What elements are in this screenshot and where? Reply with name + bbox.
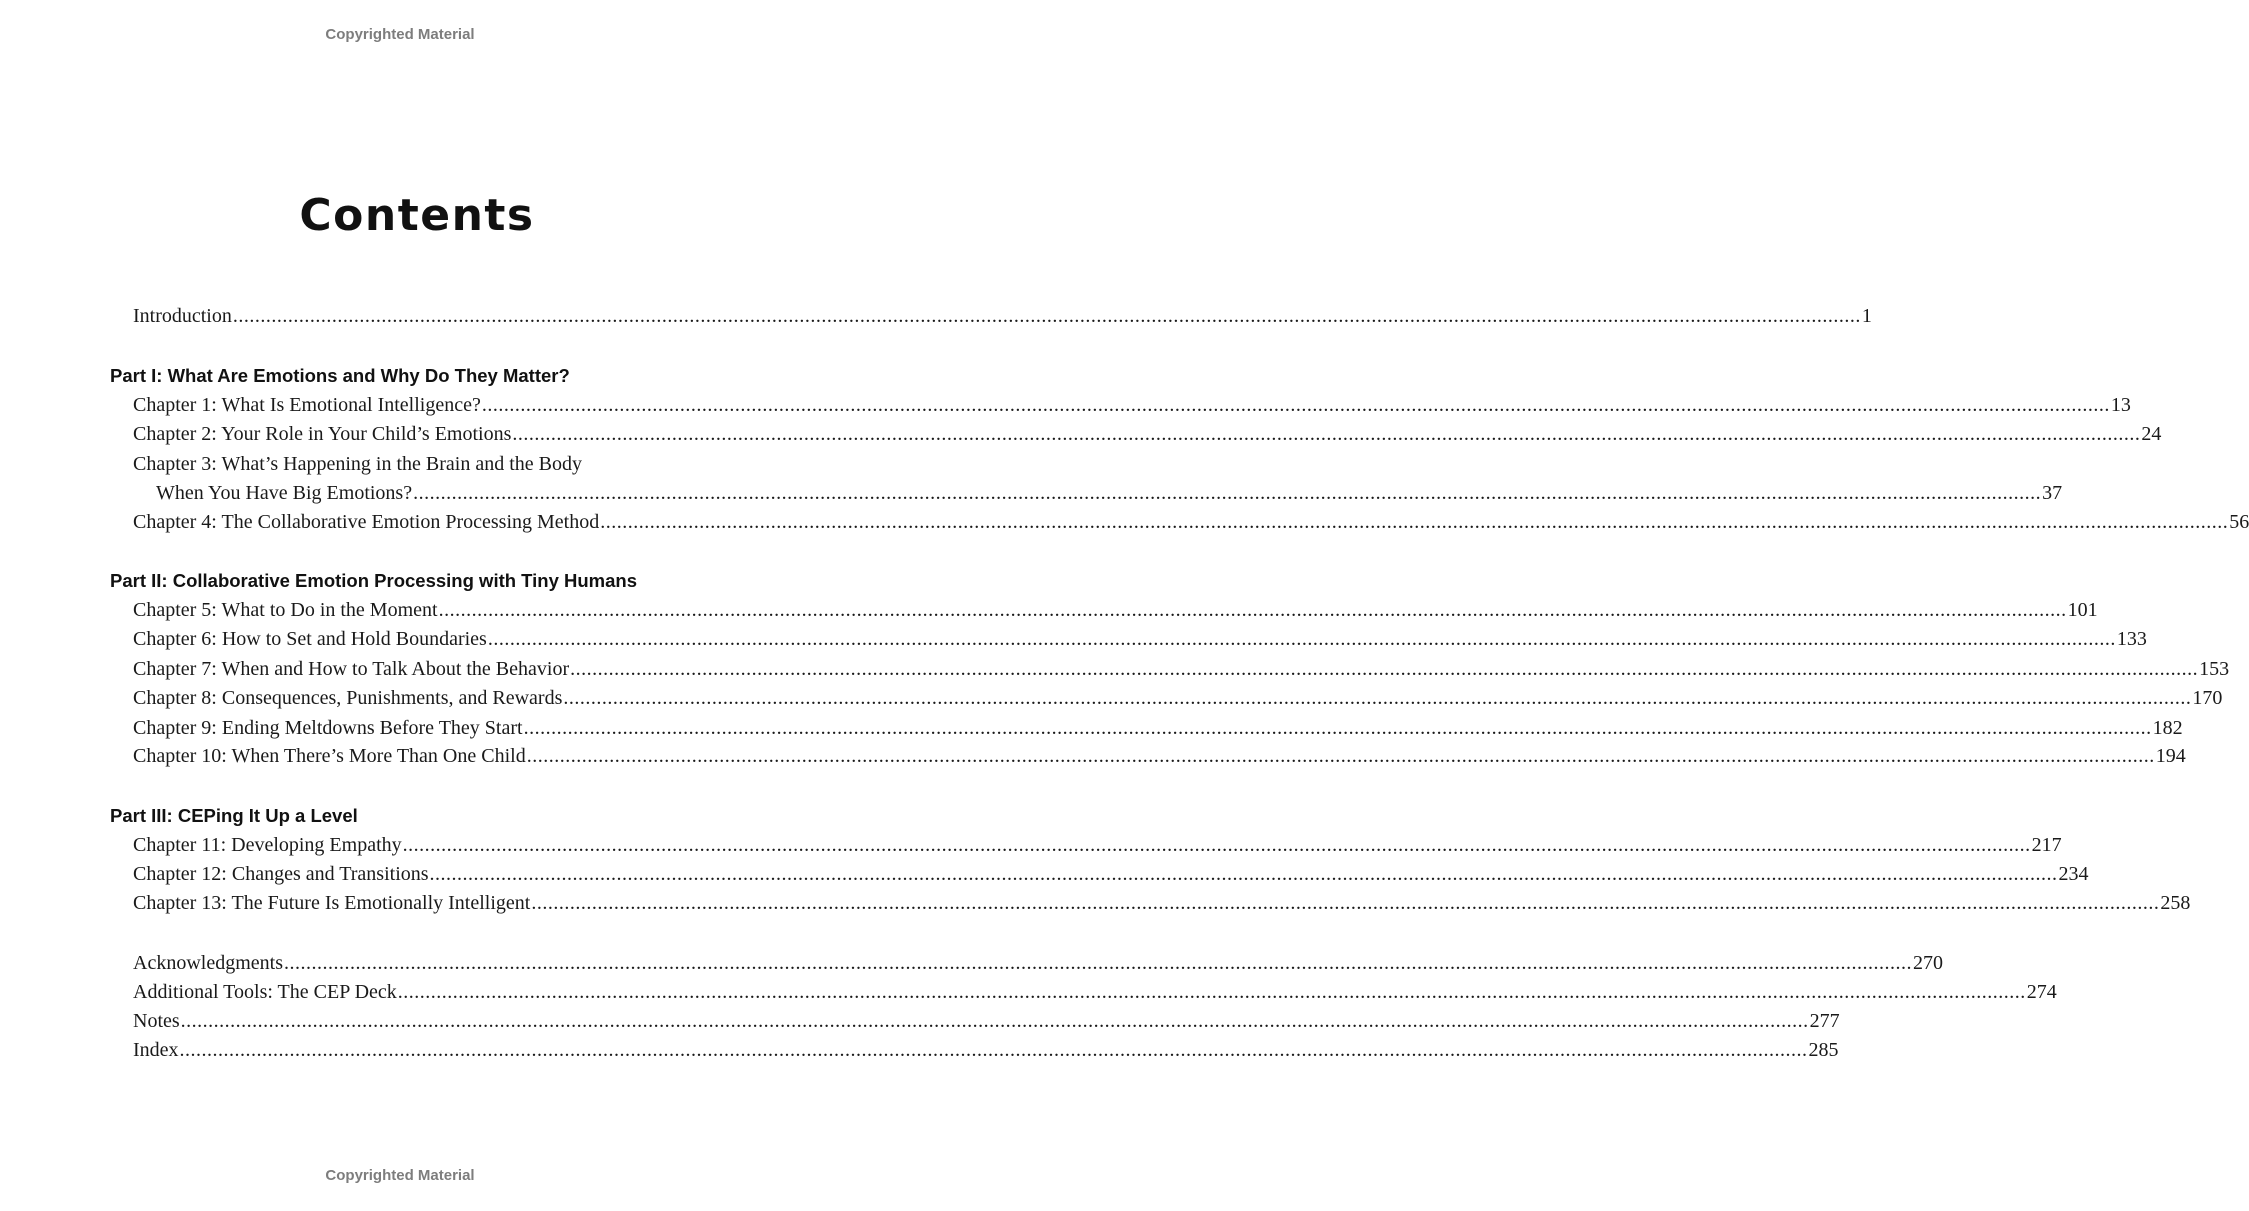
toc-page-number: 277: [1809, 1010, 1840, 1032]
toc-entry-label: Chapter 10: When There’s More Than One Child: [133, 745, 526, 767]
toc-page-number: 133: [2116, 628, 2147, 650]
toc-entry-chapter-6[interactable]: [133, 626, 2147, 652]
toc-entry-label: Chapter 12: Changes and Transitions: [133, 863, 429, 885]
toc-page-number: 153: [2199, 658, 2230, 680]
toc-page-number: 270: [1912, 952, 1943, 974]
dot-leader: ........................................................................................................................................................................................................................................................................................................: [179, 1039, 1808, 1061]
toc-entry-label: Chapter 13: The Future Is Emotionally Intelligent: [133, 892, 531, 914]
dot-leader: ........................................................................................................................................................................................................................................................................................................: [481, 394, 2110, 416]
page-title: Contents: [299, 190, 535, 241]
toc-entry-acknowledgments[interactable]: [133, 950, 1943, 976]
toc-entry-chapter-1[interactable]: [133, 392, 2131, 418]
toc-entry-chapter-2[interactable]: [133, 421, 2162, 447]
toc-entry-label: Introduction: [133, 305, 232, 327]
toc-entry-label: Chapter 8: Consequences, Punishments, and Rewards: [133, 687, 563, 709]
toc-entry-label: Chapter 2: Your Role in Your Child’s Emotions: [133, 423, 512, 445]
toc-page-number: 194: [2155, 745, 2186, 767]
part-2-heading: Part II: Collaborative Emotion Processing with Tiny Humans: [110, 570, 638, 591]
dot-leader: ........................................................................................................................................................................................................................................................................................................: [487, 628, 2116, 650]
dot-leader: ........................................................................................................................................................................................................................................................................................................: [523, 717, 2152, 739]
toc-entry-label: Index: [133, 1039, 179, 1061]
toc-entry-label: Acknowledgments: [133, 952, 283, 974]
toc-entry-chapter-5[interactable]: [133, 597, 2098, 623]
toc-page-number: 234: [2058, 863, 2089, 885]
dot-leader: ........................................................................................................................................................................................................................................................................................................: [232, 305, 1861, 327]
dot-leader: ........................................................................................................................................................................................................................................................................................................: [283, 952, 1912, 974]
watermark-top: Copyrighted Material: [325, 26, 475, 43]
toc-page-number: 182: [2152, 717, 2183, 739]
toc-page-number: 56: [2229, 511, 2249, 533]
toc-page-number: 13: [2110, 394, 2131, 416]
toc-entry-chapter-3-continued[interactable]: [156, 480, 2063, 506]
toc-page-number: 24: [2141, 423, 2162, 445]
toc-entry-introduction[interactable]: [133, 303, 1872, 329]
dot-leader: ........................................................................................................................................................................................................................................................................................................: [563, 687, 2192, 709]
part-3-heading: Part III: CEPing It Up a Level: [110, 805, 358, 826]
toc-entry-chapter-13[interactable]: [133, 890, 2191, 916]
toc-entry-label: Chapter 9: Ending Meltdowns Before They Start: [133, 717, 523, 739]
toc-entry-label: Chapter 6: How to Set and Hold Boundaries: [133, 628, 487, 650]
dot-leader: ........................................................................................................................................................................................................................................................................................................: [429, 863, 2058, 885]
toc-entry-chapter-8[interactable]: [133, 685, 2223, 711]
toc-entry-label: Chapter 5: What to Do in the Moment: [133, 599, 438, 621]
watermark-bottom: Copyrighted Material: [325, 1167, 475, 1184]
toc-page-number: 170: [2192, 687, 2223, 709]
toc-entry-label: Chapter 11: Developing Empathy: [133, 834, 402, 856]
toc-page-number: 37: [2042, 482, 2063, 504]
toc-page-number: 258: [2160, 892, 2191, 914]
toc-page-number: 285: [1808, 1039, 1839, 1061]
toc-entry-chapter-9[interactable]: [133, 715, 2183, 741]
toc-entry-chapter-3[interactable]: [133, 451, 582, 477]
toc-page-number: 274: [2026, 981, 2057, 1003]
dot-leader: ........................................................................................................................................................................................................................................................................................................: [397, 981, 2026, 1003]
toc-entry-notes[interactable]: [133, 1008, 1840, 1034]
toc-entry-chapter-4[interactable]: [133, 509, 2249, 535]
toc-entry-chapter-10[interactable]: [133, 743, 2186, 769]
toc-page-number: 217: [2031, 834, 2062, 856]
toc-entry-label: Additional Tools: The CEP Deck: [133, 981, 397, 1003]
dot-leader: ........................................................................................................................................................................................................................................................................................................: [526, 745, 2155, 767]
toc-entry-additional-tools[interactable]: [133, 979, 2057, 1005]
toc-entry-label: Notes: [133, 1010, 180, 1032]
toc-entry-chapter-7[interactable]: [133, 656, 2230, 682]
toc-entry-chapter-11[interactable]: [133, 832, 2062, 858]
toc-page-number: 101: [2067, 599, 2098, 621]
dot-leader: ........................................................................................................................................................................................................................................................................................................: [402, 834, 2031, 856]
dot-leader: ........................................................................................................................................................................................................................................................................................................: [438, 599, 2067, 621]
toc-page-number: 1: [1861, 305, 1872, 327]
dot-leader: ........................................................................................................................................................................................................................................................................................................: [413, 482, 2042, 504]
part-1-heading: Part I: What Are Emotions and Why Do They Matter?: [110, 365, 570, 386]
toc-entry-label: Chapter 1: What Is Emotional Intelligence?: [133, 394, 481, 416]
dot-leader: ........................................................................................................................................................................................................................................................................................................: [600, 511, 2229, 533]
dot-leader: ........................................................................................................................................................................................................................................................................................................: [531, 892, 2160, 914]
toc-entry-label: Chapter 7: When and How to Talk About the Behavior: [133, 658, 570, 680]
toc-entry-label: Chapter 4: The Collaborative Emotion Processing Method: [133, 511, 600, 533]
toc-entry-label: Chapter 3: What’s Happening in the Brain and the Body: [133, 453, 582, 475]
dot-leader: ........................................................................................................................................................................................................................................................................................................: [180, 1010, 1809, 1032]
toc-entry-index[interactable]: [133, 1037, 1839, 1063]
dot-leader: ........................................................................................................................................................................................................................................................................................................: [570, 658, 2199, 680]
toc-entry-label-continued: When You Have Big Emotions?: [156, 482, 413, 504]
dot-leader: ........................................................................................................................................................................................................................................................................................................: [512, 423, 2141, 445]
toc-entry-chapter-12[interactable]: [133, 861, 2089, 887]
